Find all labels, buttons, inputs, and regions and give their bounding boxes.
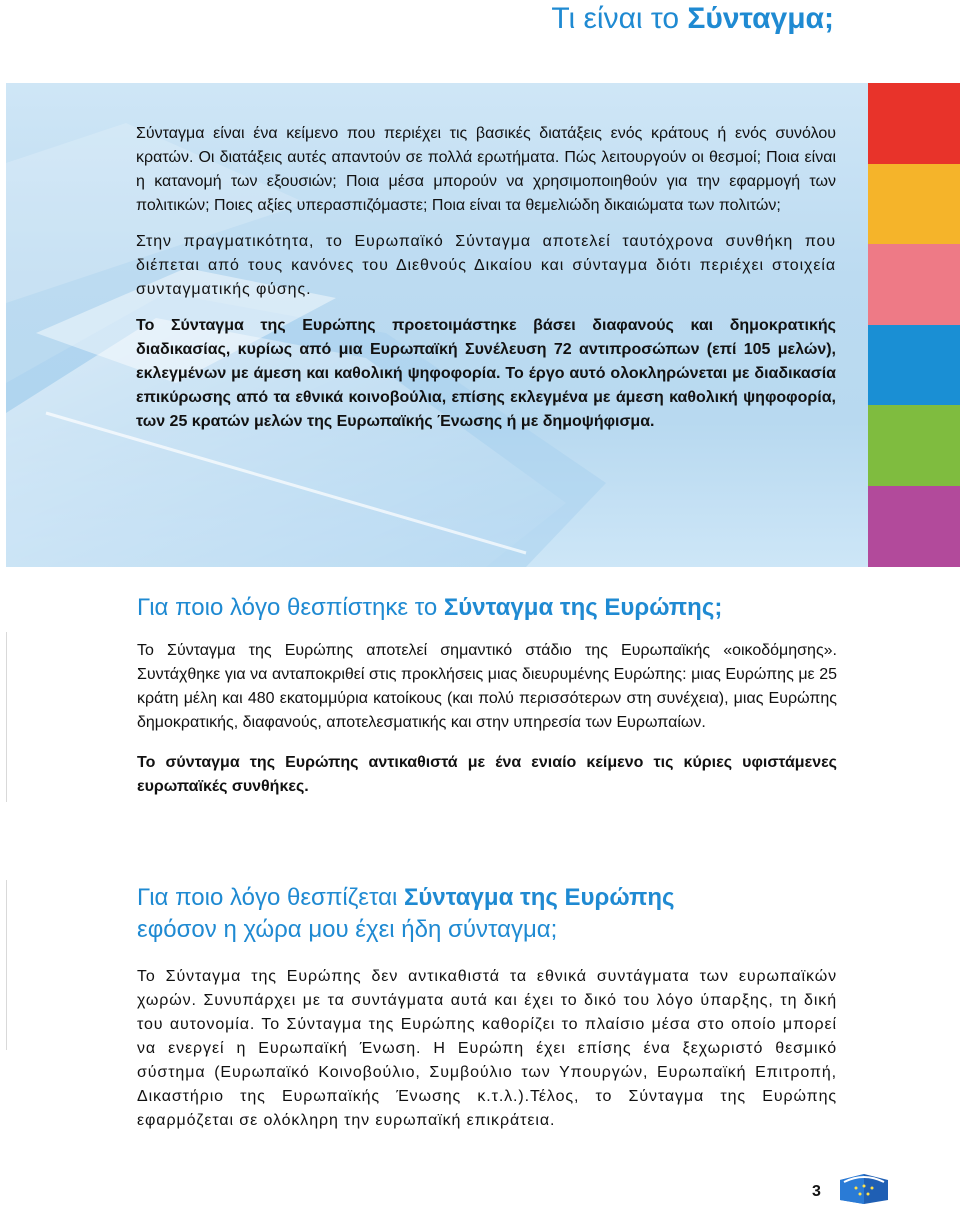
color-bar-green bbox=[868, 405, 960, 486]
eu-constitution-book-icon bbox=[836, 1170, 892, 1206]
section2-left-rule bbox=[6, 880, 7, 1050]
page-title bbox=[551, 2, 834, 36]
page-number: 3 bbox=[812, 1183, 821, 1200]
hero-panel bbox=[6, 83, 868, 567]
section2-title-bold: Σύνταγμα της Ευρώπης bbox=[404, 884, 675, 911]
color-bar-pink bbox=[868, 244, 960, 325]
color-bar-purple bbox=[868, 486, 960, 567]
preparation-paragraph: Το Σύνταγμα της Ευρώπης προετοιμάστηκε βάσει διαφανούς και δημοκρατικής διαδικασίας, κυρίως από μια Ευρωπαϊκή Συνέλευση 72 αντιπροσώπων (επί 105 μελών), εκλεγμένων με άμεση και καθολική ψηφοφορία. Το έργο αυτό ολοκληρώνεται με διαδικασία επικύρωσης από τα εθνικά κοινοβούλια, επίσης εκλεγμένα με άμεση καθολική ψηφοφορία, των 25 κρατών μελών της Ευρωπαϊκής Ένωσης ή με δημοψήφισμα. bbox=[136, 317, 836, 430]
intro-paragraph: Σύνταγμα είναι ένα κείμενο που περιέχει τις βασικές διατάξεις ενός κράτους ή ενός συνόλου κρατών. Οι διατάξεις αυτές απαντούν σε πολλά ερωτήματα. Πώς λειτουργούν οι θεσμοί; Ποια είναι η κατανομή των εξουσιών; Ποια μέσα μπορούν να χρησιμοποιηθούν για την εφαρμογή των πολιτικών; Ποιες αξίες υπερασπιζόμαστε; Ποια είναι τα θεμελιώδη δικαιώματα των πολιτών; bbox=[136, 125, 836, 214]
color-bar-blue bbox=[868, 325, 960, 406]
section-why-established bbox=[137, 592, 837, 799]
section1-left-rule bbox=[6, 632, 7, 802]
section1-title bbox=[137, 592, 837, 624]
section-why-needed bbox=[137, 882, 837, 1133]
section1-bold-paragraph: Το σύνταγμα της Ευρώπης αντικαθιστά με ένα ενιαίο κείμενο τις κύριες υφιστάμενες ευρωπαϊκές συνθήκες. bbox=[137, 754, 837, 795]
reality-paragraph: Στην πραγματικότητα, το Ευρωπαϊκό Σύνταγμα αποτελεί ταυτόχρονα συνθήκη που διέπεται από τους κανόνες του Διεθνούς Δικαίου και σύνταγμα διότι περιέχει στοιχεία συνταγματικής φύσης. bbox=[136, 233, 836, 298]
section1-title-bold: Σύνταγμα της Ευρώπης; bbox=[443, 594, 723, 621]
page-title-normal: Τι είναι το bbox=[551, 2, 688, 35]
color-bar-red bbox=[868, 83, 960, 164]
hero-text bbox=[136, 122, 836, 434]
section1-title-normal: Για ποιο λόγο θεσπίστηκε το bbox=[137, 594, 444, 621]
page-title-bold: Σύνταγμα; bbox=[687, 2, 834, 35]
section2-title-line2: εφόσον η χώρα μου έχει ήδη σύνταγμα; bbox=[137, 916, 558, 943]
color-bar-yellow bbox=[868, 164, 960, 245]
section1-paragraph: Το Σύνταγμα της Ευρώπης αποτελεί σημαντικό στάδιο της Ευρωπαϊκής «οικοδόμησης». Συντάχθηκε για να ανταποκριθεί στις προκλήσεις μιας διευρυμένης Ευρώπης: μιας Ευρώπης με 25 κράτη μέλη και 480 εκατομμύρια κατοίκους (και πολύ περισσότερων στη συνέχεια), μιας Ευρώπης δημοκρατικής, διαφανούς, αποτελεσματικής και στην υπηρεσία των Ευρωπαίων. bbox=[137, 642, 837, 731]
color-bars bbox=[868, 83, 960, 567]
section2-title bbox=[137, 882, 837, 946]
section2-paragraph: Το Σύνταγμα της Ευρώπης δεν αντικαθιστά τα εθνικά συντάγματα των ευρωπαϊκών χωρών. Συνυπάρχει με τα συντάγματα αυτά και έχει το δικό του λόγο ύπαρξης, τη δική του αυτονομία. Το Σύνταγμα της Ευρώπης καθορίζει το πλαίσιο μέσα στο οποίο μπορεί να ενεργεί η Ευρωπαϊκή Ένωση. Η Ευρώπη έχει επίσης ένα ξεχωριστό θεσμικό σύστημα (Ευρωπαϊκό Κοινοβούλιο, Συμβούλιο των Υπουργών, Ευρωπαϊκή Επιτροπή, Δικαστήριο της Ευρωπαϊκής Ένωσης κ.τ.λ.).Τέλος, το Σύνταγμα της Ευρώπης εφαρμόζεται σε ολόκληρη την ευρωπαϊκή επικράτεια. bbox=[137, 968, 837, 1129]
section2-title-normal: Για ποιο λόγο θεσπίζεται bbox=[137, 884, 405, 911]
